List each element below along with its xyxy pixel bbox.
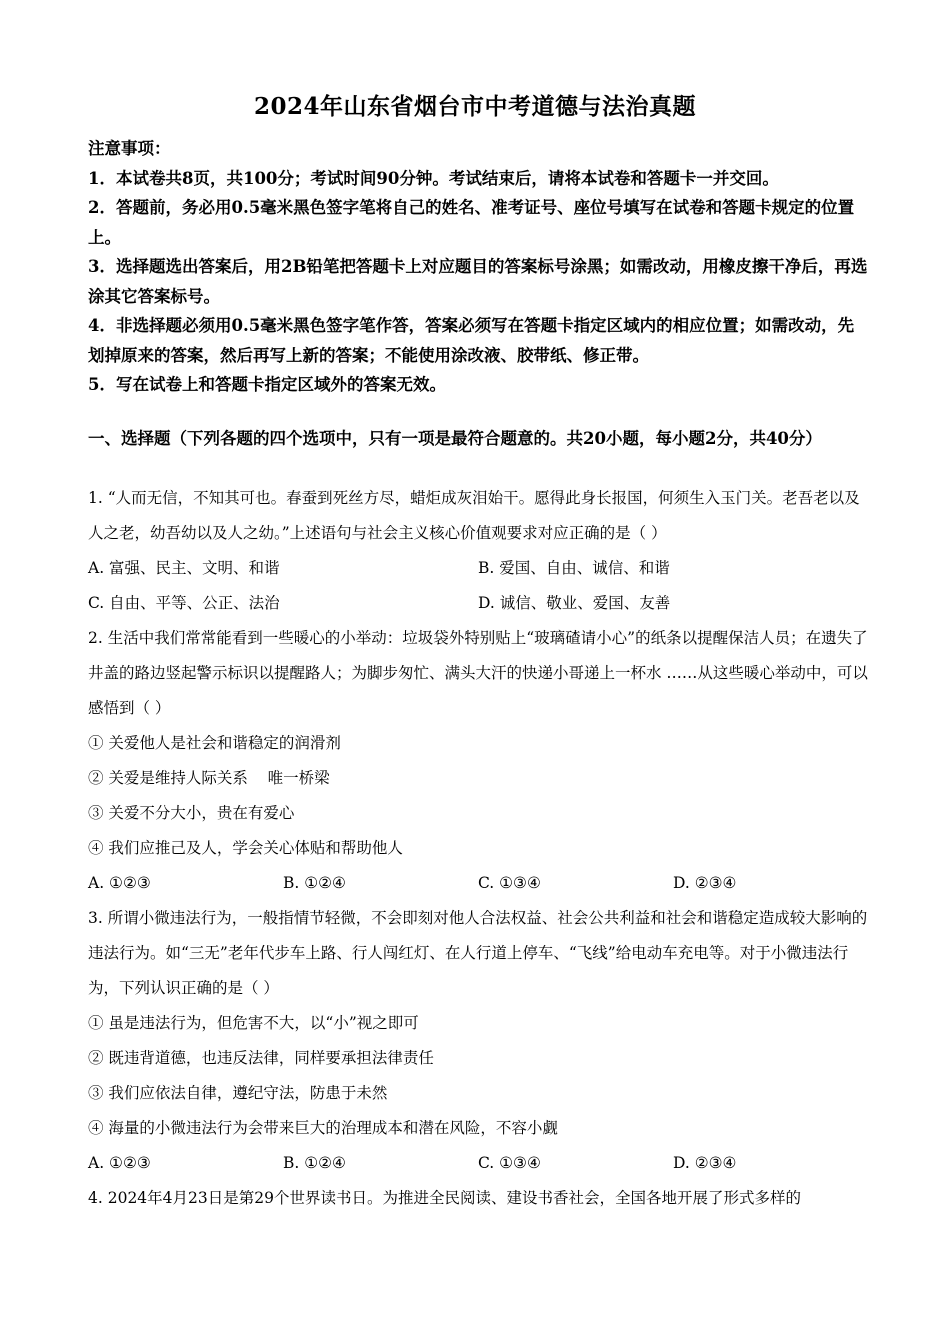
question-2 <box>88 621 868 901</box>
option-c: C. ①③④ <box>478 1154 541 1172</box>
question-1 <box>88 481 868 621</box>
question-4 <box>88 1181 868 1216</box>
option-b: B. ①②④ <box>283 1154 346 1172</box>
notice-item: 2．答题前，务必用0.5毫米黑色签字笔将自己的姓名、准考证号、座位号填写在试卷和答题卡规定的位置上。 <box>88 198 855 247</box>
notice-block <box>88 134 868 400</box>
options-row <box>88 1146 868 1181</box>
notice-item: 5．写在试卷上和答题卡指定区域外的答案无效。 <box>88 375 446 394</box>
options-row <box>88 551 868 586</box>
notice-item: 3．选择题选出答案后，用2B铅笔把答题卡上对应题目的答案标号涂黑；如需改动，用橡皮擦干净后，再选涂其它答案标号。 <box>88 257 868 306</box>
question-stem: 2. 生活中我们常常能看到一些暖心的小举动：垃圾袋外特别贴上“玻璃碴请小心”的纸条以提醒保洁人员；在遗失了井盖的路边竖起警示标识以提醒路人；为脚步匆忙、满头大汗的快递小哥递上一杯水 ……从这些暖心举动中，可以感悟到（ ） <box>88 629 868 717</box>
option-d: D. ②③④ <box>673 1154 737 1172</box>
statement: ② 既违背道德，也违反法律，同样要承担法律责任 <box>88 1049 434 1067</box>
notice-item: 4．非选择题必须用0.5毫米黑色签字笔作答，答案必须写在答题卡指定区域内的相应位置；如需改动，先划掉原来的答案，然后再写上新的答案；不能使用涂改液、胶带纸、修正带。 <box>88 316 855 365</box>
notice-heading: 注意事项： <box>88 139 171 158</box>
option-d: D. 诚信、敬业、爱国、友善 <box>478 594 671 612</box>
notice-item: 1．本试卷共8页，共100分；考试时间90分钟。考试结束后，请将本试卷和答题卡一并交回。 <box>88 168 779 188</box>
statement: ① 关爱他人是社会和谐稳定的润滑剂 <box>88 734 341 752</box>
questions-list <box>88 481 868 1216</box>
statement: ④ 我们应推己及人，学会关心体贴和帮助他人 <box>88 839 403 857</box>
statement: ① 虽是违法行为，但危害不大，以“小”视之即可 <box>88 1014 419 1032</box>
question-3 <box>88 901 868 1181</box>
statement: ③ 我们应依法自律，遵纪守法，防患于未然 <box>88 1084 388 1102</box>
question-stem: 1. “人而无信，不知其可也。春蚕到死丝方尽，蜡炬成灰泪始干。愿得此身长报国，何须生入玉门关。老吾老以及人之老，幼吾幼以及人之幼。”上述语句与社会主义核心价值观要求对应正确的是（ ） <box>88 489 860 542</box>
option-a: A. 富强、民主、文明、和谐 <box>88 559 280 577</box>
option-c: C. 自由、平等、公正、法治 <box>88 594 280 612</box>
option-b: B. 爱国、自由、诚信、和谐 <box>478 559 670 577</box>
statement: ② 关爱是维持人际关系 唯一桥梁 <box>88 769 330 787</box>
options-row <box>88 586 868 621</box>
question-stem: 4. 2024年4月23日是第29个世界读书日。为推进全民阅读、建设书香社会，全国各地开展了形式多样的 <box>88 1189 801 1207</box>
page-title: 2024年山东省烟台市中考道德与法治真题 <box>253 93 696 120</box>
option-c: C. ①③④ <box>478 874 541 892</box>
option-a: A. ①②③ <box>88 874 151 892</box>
statement: ④ 海量的小微违法行为会带来巨大的治理成本和潜在风险，不容小觑 <box>88 1119 558 1137</box>
option-a: A. ①②③ <box>88 1154 151 1172</box>
section-heading: 一、选择题（下列各题的四个选项中，只有一项是最符合题意的。共20小题，每小题2分，共40分） <box>88 429 822 448</box>
question-stem: 3. 所谓小微违法行为，一般指情节轻微，不会即刻对他人合法权益、社会公共利益和社会和谐稳定造成较大影响的违法行为。如“三无”老年代步车上路、行人闯红灯、在人行道上停车、“飞线”给电动车充电等。对于小微违法行为，下列认识正确的是（ ） <box>88 909 868 997</box>
option-b: B. ①②④ <box>283 874 346 892</box>
option-d: D. ②③④ <box>673 874 737 892</box>
options-row <box>88 866 868 901</box>
statement: ③ 关爱不分大小，贵在有爱心 <box>88 804 295 822</box>
